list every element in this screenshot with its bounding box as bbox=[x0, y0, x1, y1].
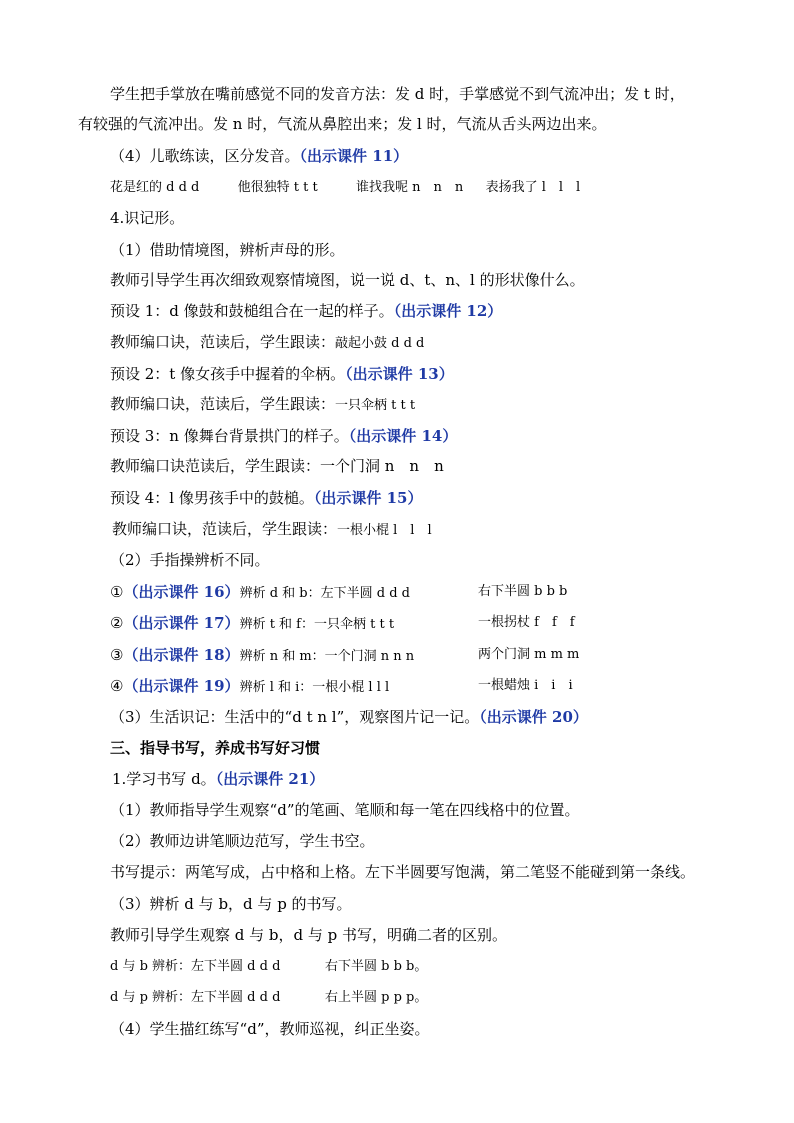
text: 书写提示：两笔写成，占中格和上格。左下半圆要写饱满，第二笔竖不能碰到第一条线。 bbox=[110, 863, 696, 881]
compare-right bbox=[478, 582, 567, 602]
compare-left: 辨析 l 和 i：一根小棍 l l l bbox=[239, 680, 390, 695]
courseware-ref: （出示课件 13） bbox=[345, 365, 454, 383]
rhyme: 一只伞柄 t t t bbox=[335, 398, 416, 413]
paragraph-line bbox=[112, 519, 432, 541]
text: 一根拐杖 f f f bbox=[478, 615, 575, 630]
rhyme-line bbox=[110, 178, 580, 198]
courseware-ref: （出示课件 14） bbox=[348, 427, 458, 445]
item-number: ① bbox=[110, 583, 124, 601]
text: 两个门洞 m m m bbox=[478, 647, 580, 662]
section-heading bbox=[110, 208, 184, 228]
paragraph-line bbox=[110, 240, 345, 260]
paragraph-line bbox=[110, 831, 375, 851]
courseware-ref: （出示课件 18） bbox=[123, 646, 240, 664]
paragraph-line bbox=[110, 925, 507, 945]
text: 预设 3：n 像舞台背景拱门的样子。 bbox=[110, 427, 349, 445]
text: 预设 4：l 像男孩手中的鼓槌。 bbox=[110, 489, 314, 507]
text: （3）生活识记：生活中的“d t n l”，观察图片记一记。 bbox=[110, 708, 480, 726]
item-number: ④ bbox=[110, 677, 124, 695]
paragraph-line bbox=[110, 707, 588, 727]
paragraph-line bbox=[110, 146, 408, 166]
text: 教师引导学生观察 d 与 b，d 与 p 书写，明确二者的区别。 bbox=[110, 926, 508, 944]
text: （1）教师指导学生观察“d”的笔画、笔顺和每一笔在四线格中的位置。 bbox=[110, 801, 580, 819]
rhyme-l: 表扬我了 l l l bbox=[485, 180, 581, 195]
rhyme-d: 花是红的 d d d bbox=[110, 180, 200, 195]
text: 右下半圆 b b b bbox=[478, 584, 568, 599]
text: d 与 b 辨析：左下半圆 d d d bbox=[110, 959, 281, 974]
courseware-ref: （出示课件 12） bbox=[393, 302, 503, 320]
compare-right bbox=[325, 988, 427, 1008]
text: 预设 2：t 像女孩手中握着的伞柄。 bbox=[110, 365, 346, 383]
compare-line bbox=[110, 613, 394, 635]
rhyme-t: 他很独特 t t t bbox=[237, 180, 318, 195]
text: 教师编口诀，范读后，学生跟读： bbox=[110, 395, 336, 413]
paragraph-line bbox=[110, 394, 415, 416]
courseware-ref: （出示课件 20） bbox=[479, 708, 588, 726]
rhyme: 敲起小鼓 d d d bbox=[335, 336, 425, 351]
text: d 与 p 辨析：左下半圆 d d d bbox=[110, 990, 281, 1005]
text: 1.学习书写 d。 bbox=[112, 770, 216, 788]
text: 教师编口诀，范读后，学生跟读： bbox=[110, 333, 336, 351]
courseware-ref: （出示课件 15） bbox=[313, 489, 423, 507]
compare-left: 辨析 d 和 b：左下半圆 d d d bbox=[239, 586, 410, 601]
text: 一根蜡烛 i i i bbox=[478, 678, 573, 693]
paragraph-line bbox=[110, 332, 424, 354]
compare-line bbox=[110, 645, 414, 667]
compare-line bbox=[110, 582, 410, 604]
text: 学生把手掌放在嘴前感觉不同的发音方法：发 d 时，手掌感觉不到气流冲出；发 t 时， bbox=[110, 85, 685, 103]
rhyme-n: 谁找我呢 n n n bbox=[356, 180, 464, 195]
paragraph-line bbox=[110, 488, 423, 508]
paragraph-line bbox=[110, 456, 444, 476]
paragraph-line bbox=[110, 84, 685, 104]
text: 三、指导书写，养成书写好习惯 bbox=[110, 739, 321, 757]
paragraph-line bbox=[78, 114, 607, 134]
compare-left: 辨析 t 和 f：一只伞柄 t t t bbox=[239, 617, 395, 632]
item-number: ③ bbox=[110, 646, 124, 664]
paragraph-line bbox=[110, 364, 454, 384]
text: （4）学生描红练写“d”，教师巡视，纠正坐姿。 bbox=[110, 1020, 430, 1038]
text: 教师编口诀范读后，学生跟读：一个门洞 n n n bbox=[110, 457, 444, 475]
paragraph-line bbox=[110, 426, 457, 446]
compare-right bbox=[478, 645, 579, 665]
compare-line bbox=[110, 988, 280, 1008]
text: 教师编口诀，范读后，学生跟读： bbox=[112, 520, 338, 538]
courseware-ref: （出示课件 21） bbox=[215, 770, 325, 788]
text: 有较强的气流冲出。发 n 时，气流从鼻腔出来；发 l 时，气流从舌头两边出来。 bbox=[78, 115, 607, 133]
compare-right bbox=[325, 957, 427, 977]
compare-right bbox=[478, 613, 575, 633]
text: 教师引导学生再次细致观察情境图，说一说 d、t、n、l 的形状像什么。 bbox=[110, 271, 585, 289]
compare-line bbox=[110, 957, 280, 977]
compare-right bbox=[478, 676, 573, 696]
courseware-ref: （出示课件 16） bbox=[123, 583, 240, 601]
item-number: ② bbox=[110, 614, 124, 632]
paragraph-line bbox=[110, 800, 580, 820]
compare-left: 辨析 n 和 m：一个门洞 n n n bbox=[239, 649, 415, 664]
courseware-ref: （出示课件 11） bbox=[299, 147, 409, 165]
text: 右上半圆 p p p。 bbox=[325, 990, 428, 1005]
courseware-ref: （出示课件 19） bbox=[123, 677, 240, 695]
text: （2）手指操辨析不同。 bbox=[110, 551, 270, 569]
rhyme: 一根小棍 l l l bbox=[337, 523, 432, 538]
paragraph-line bbox=[112, 769, 324, 789]
paragraph-line bbox=[110, 550, 270, 570]
section-heading bbox=[110, 738, 320, 758]
compare-line bbox=[110, 676, 389, 698]
paragraph-line bbox=[110, 862, 695, 882]
paragraph-line bbox=[110, 894, 352, 914]
courseware-ref: （出示课件 17） bbox=[123, 614, 240, 632]
paragraph-line bbox=[110, 1019, 430, 1039]
paragraph-line bbox=[110, 301, 502, 321]
paragraph-line bbox=[110, 270, 585, 290]
text: 右下半圆 b b b。 bbox=[325, 959, 428, 974]
text: （2）教师边讲笔顺边范写，学生书空。 bbox=[110, 832, 375, 850]
text: （3）辨析 d 与 b，d 与 p 的书写。 bbox=[110, 895, 352, 913]
text: （4）儿歌练读，区分发音。 bbox=[110, 147, 300, 165]
text: 4.识记形。 bbox=[110, 209, 185, 227]
text: （1）借助情境图，辨析声母的形。 bbox=[110, 241, 345, 259]
text: 预设 1：d 像鼓和鼓槌组合在一起的样子。 bbox=[110, 302, 394, 320]
